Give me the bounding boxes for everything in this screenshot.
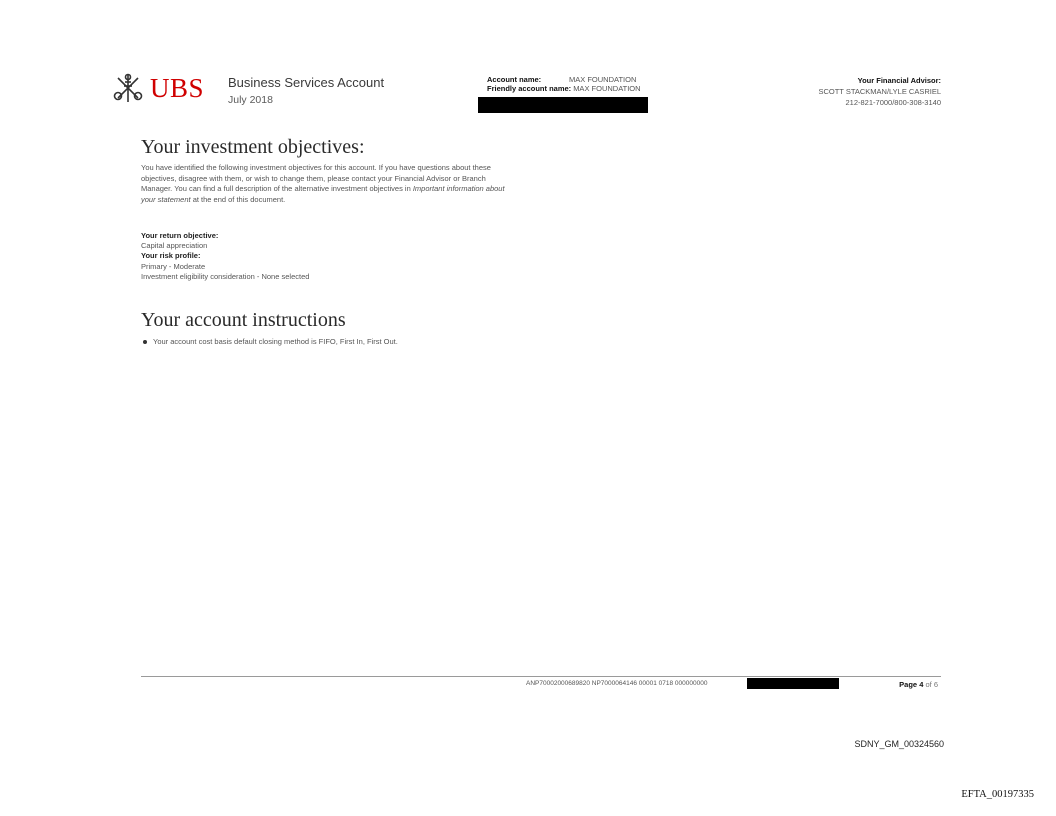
friendly-name-row <box>487 84 641 93</box>
statement-date: July 2018 <box>228 94 273 106</box>
logo-text: UBS <box>150 72 205 103</box>
page-number <box>899 680 938 689</box>
ubs-logo <box>112 70 212 106</box>
eligibility-consideration: Investment eligibility consideration - None selected <box>141 271 310 281</box>
document-title: Business Services Account <box>228 75 385 90</box>
bates-number: SDNY_GM_00324560 <box>854 739 944 749</box>
friendly-name-value: MAX FOUNDATION <box>573 84 641 93</box>
account-name-label: Account name: <box>487 75 542 84</box>
financial-advisor-info <box>818 75 941 108</box>
friendly-name-label: Friendly account name: <box>487 84 572 93</box>
objectives-list <box>141 231 309 282</box>
bullet-icon <box>143 340 147 344</box>
page-total: 6 <box>933 680 938 689</box>
redaction-bar <box>478 97 648 113</box>
risk-profile-value: Primary - Moderate <box>141 261 206 271</box>
objectives-heading: Your investment objectives: <box>141 136 365 158</box>
return-objective-value: Capital appreciation <box>141 241 208 251</box>
objectives-text-1: You have identified the following investment objectives for this account. If you have questions about these objectives, disagree with them, or wish to change them, please contact your Financial Advisor or Branch Manager. You can find a full description of the alternative investment objectives in <box>141 163 491 193</box>
return-objective-label: Your return objective: <box>141 231 219 240</box>
footer-redaction-bar <box>747 678 839 689</box>
account-name-row <box>487 75 641 84</box>
objectives-paragraph <box>141 163 509 205</box>
risk-profile-label: Your risk profile: <box>141 251 201 261</box>
keys-icon <box>112 72 144 104</box>
page-current: 4 <box>919 680 924 689</box>
instructions-heading: Your account instructions <box>141 309 346 331</box>
advisor-names: SCOTT STACKMAN/LYLE CASRIEL <box>818 87 941 96</box>
objectives-text-italic: Important information about your statement <box>141 184 505 204</box>
advisor-phone: 212-821-7000/800-308-3140 <box>845 98 941 107</box>
advisor-heading: Your Financial Advisor: <box>857 76 941 85</box>
instruction-item <box>143 337 398 346</box>
page-of: of <box>925 680 932 689</box>
objectives-text-2: at the end of this document. <box>190 194 286 204</box>
footer-code: ANP70002000689820 NP7000064146 00001 0718 000000000 <box>526 680 708 687</box>
footer-divider <box>141 676 941 677</box>
page-label: Page <box>899 680 918 689</box>
account-name-value: MAX FOUNDATION <box>569 75 637 84</box>
account-info <box>487 75 641 93</box>
instruction-text: Your account cost basis default closing method is FIFO, First In, First Out. <box>153 337 398 346</box>
efta-number: EFTA_00197335 <box>961 789 1034 800</box>
